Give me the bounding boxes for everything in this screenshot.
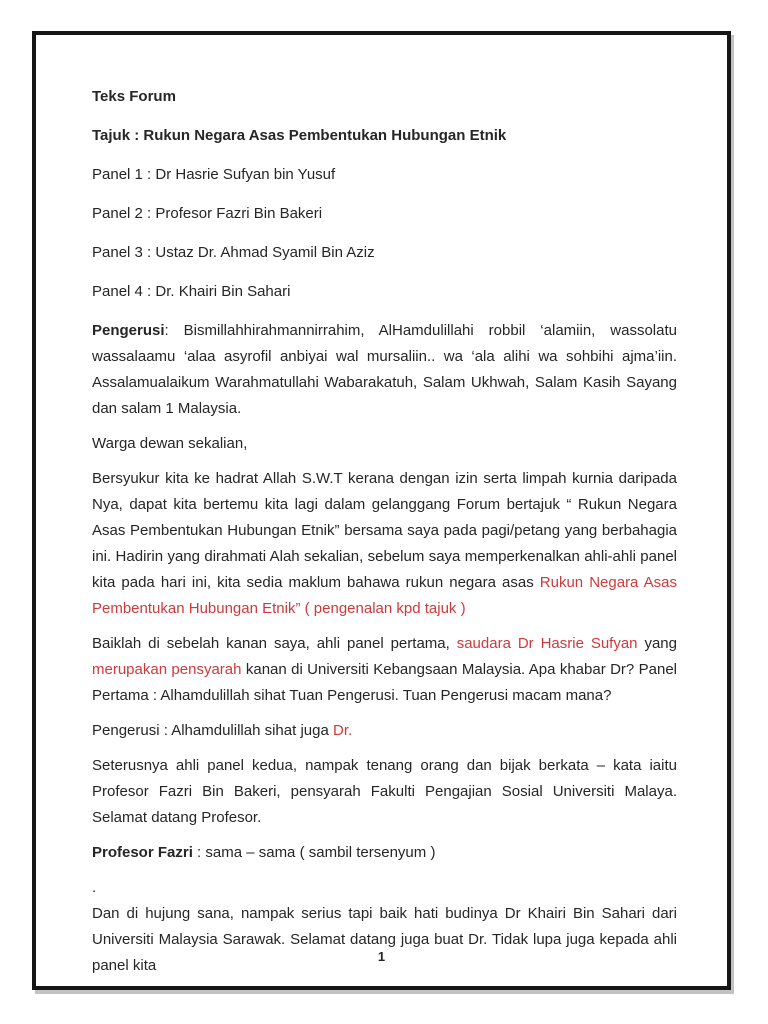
document-body bbox=[36, 35, 727, 988]
text-run: Pengerusi : Alhamdulillah sihat juga bbox=[92, 722, 333, 739]
page-number: 1 bbox=[377, 949, 386, 964]
text-run: Profesor Fazri bbox=[92, 844, 198, 861]
paragraph-dot-line bbox=[92, 875, 677, 901]
text-run: Bersyukur kita ke hadrat Allah S.W.T kerana dengan izin serta limpah kurnia daripada Nya, dapat kita bertemu kita lagi dalam gelanggang Forum bertajuk “ Rukun Negara Asas Pembentukan Hubungan Etnik” bersama saya pada pagi/petang yang berbahagia ini. Hadirin yang dirahmati Alah sekalian, sebelum saya memperkenalkan ahli-ahli panel kita pada hari ini, kita sedia maklum bahawa rukun negara asas bbox=[92, 470, 677, 591]
text-run: Baiklah di sebelah kanan saya, ahli panel pertama, bbox=[92, 635, 457, 652]
text-run: Rukun Negara Asas Pembentukan Hubungan Etnik” ( pengenalan kpd tajuk ) bbox=[92, 574, 677, 617]
paragraph-panel-1-line bbox=[92, 162, 677, 188]
text-run: yang bbox=[637, 635, 677, 652]
text-run: Panel 3 : Ustaz Dr. Ahmad Syamil Bin Aziz bbox=[92, 244, 375, 261]
text-run: Dr. bbox=[332, 722, 353, 739]
text-run: Pengerusi bbox=[92, 322, 165, 339]
paragraph-baiklah-paragraph bbox=[92, 631, 677, 709]
paragraph-panel-3-line bbox=[92, 240, 677, 266]
text-run: saudara Dr Hasrie Sufyan bbox=[456, 635, 638, 652]
paragraph-panel-2-line bbox=[92, 201, 677, 227]
paragraph-panel-4-line bbox=[92, 279, 677, 305]
text-run: : sama – sama ( sambil tersenyum ) bbox=[197, 844, 436, 861]
paragraph-bersyukur-paragraph bbox=[92, 466, 677, 622]
text-run: Panel 4 : Dr. Khairi Bin Sahari bbox=[92, 283, 291, 300]
paragraph-profesor-fazri-line bbox=[92, 840, 677, 866]
text-run: Dan di hujung sana, nampak serius tapi baik hati budinya Dr Khairi Bin Sahari dari Universiti Malaysia Sarawak. Selamat datang juga buat Dr. Tidak lupa juga kepada ahli panel kita bbox=[92, 905, 677, 974]
text-run: Warga dewan sekalian, bbox=[92, 435, 248, 452]
paragraph-pengerusi-reply-line bbox=[92, 718, 677, 744]
paragraph-tajuk-heading bbox=[92, 123, 677, 149]
paragraph-dan-di-hujung-paragraph bbox=[92, 901, 677, 979]
document-page bbox=[32, 31, 731, 990]
text-run: kanan di Universiti Kebangsaan Malaysia. Apa khabar Dr? Panel Pertama : Alhamdulillah sihat Tuan Pengerusi. Tuan Pengerusi macam mana? bbox=[92, 661, 677, 704]
paragraph-warga-dewan-line bbox=[92, 431, 677, 457]
text-run: Tajuk : Rukun Negara Asas Pembentukan Hubungan Etnik bbox=[92, 127, 507, 144]
paragraph-teks-forum-heading bbox=[92, 84, 677, 110]
text-run: Seterusnya ahli panel kedua, nampak tenang orang dan bijak berkata – kata iaitu Profesor Fazri Bin Bakeri, pensyarah Fakulti Pengajian Sosial Universiti Malaya. Selamat datang Profesor. bbox=[92, 757, 677, 826]
text-run: merupakan pensyarah bbox=[92, 661, 242, 678]
paragraph-seterusnya-paragraph bbox=[92, 753, 677, 831]
text-run: Panel 1 : Dr Hasrie Sufyan bin Yusuf bbox=[92, 166, 336, 183]
text-run: : Bismillahhirahmannirrahim, AlHamdulillahi robbil ‘alamiin, wassolatu wassalaamu ‘alaa asyrofil anbiyai wal mursaliin.. wa ‘ala alihi wa sohbihi ajma’iin. Assalamualaikum Warahmatullahi Wabarakatuh, Salam Ukhwah, Salam Kasih Sayang dan salam 1 Malaysia. bbox=[92, 322, 677, 417]
text-run: . bbox=[92, 879, 97, 896]
text-run: Teks Forum bbox=[92, 88, 176, 105]
text-run: Panel 2 : Profesor Fazri Bin Bakeri bbox=[92, 205, 323, 222]
paragraph-pengerusi-opening bbox=[92, 318, 677, 422]
